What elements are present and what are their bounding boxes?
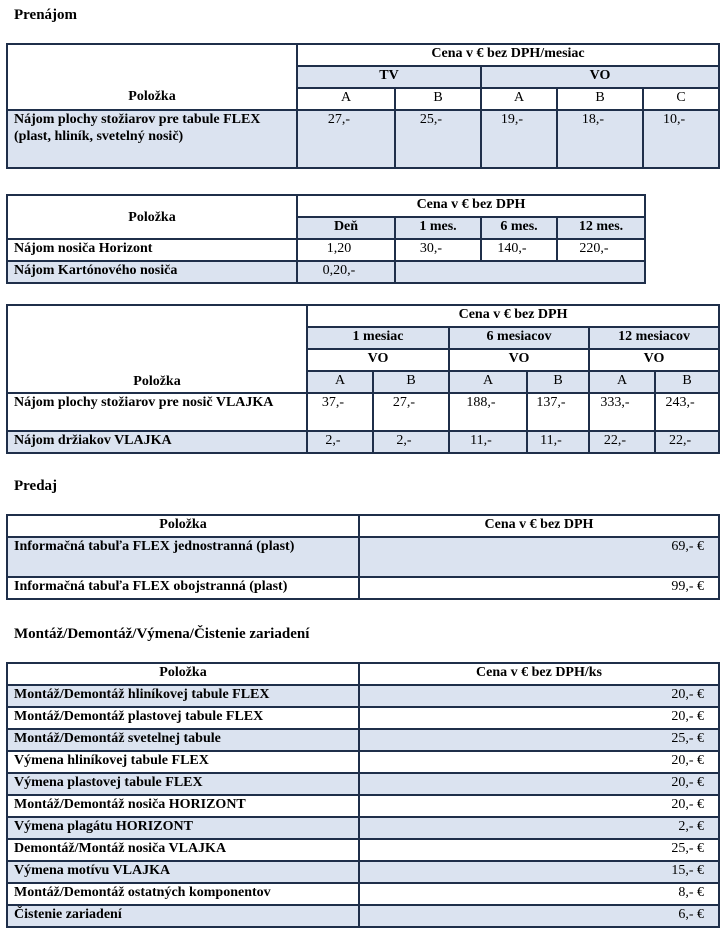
col-a: A	[481, 88, 557, 110]
price-cell: 22,-	[655, 431, 719, 453]
col-b: B	[395, 88, 481, 110]
price-cell: 20,- €	[359, 685, 719, 707]
price-cell: 99,- €	[359, 577, 719, 599]
price-cell: 0,20,-	[297, 261, 395, 283]
row-label: Výmena hliníkovej tabule FLEX	[7, 751, 359, 773]
price-cell: 27,-	[373, 393, 449, 431]
rental-horizont-table	[6, 194, 646, 284]
row-label: Nájom plochy stožiarov pre tabule FLEX (plast, hliník, svetelný nosič)	[7, 110, 297, 168]
price-cell: 25,- €	[359, 839, 719, 861]
col-a: A	[297, 88, 395, 110]
group-vo: VO	[589, 349, 719, 371]
row-label: Nájom Kartónového nosiča	[7, 261, 297, 283]
price-cell: 140,-	[481, 239, 557, 261]
price-cell: 2,- €	[359, 817, 719, 839]
row-label: Montáž/Demontáž ostatných komponentov	[7, 883, 359, 905]
price-cell: 27,-	[297, 110, 395, 168]
period-6-months: 6 mesiacov	[449, 327, 589, 349]
col-b: B	[557, 88, 643, 110]
section-title-rental: Prenájom	[14, 7, 78, 23]
col-day: Deň	[297, 217, 395, 239]
col-a: A	[307, 371, 373, 393]
empty-cell	[395, 261, 645, 283]
price-cell: 2,-	[373, 431, 449, 453]
col-6-months: 6 mes.	[481, 217, 557, 239]
period-1-month: 1 mesiac	[307, 327, 449, 349]
row-label: Informačná tabuľa FLEX obojstranná (plast)	[7, 577, 359, 599]
col-a: A	[449, 371, 527, 393]
group-vo: VO	[307, 349, 449, 371]
rental-flex-table	[6, 43, 720, 169]
period-12-months: 12 mesiacov	[589, 327, 719, 349]
row-label: Nájom plochy stožiarov pre nosič VLAJKA	[7, 393, 307, 431]
row-label: Montáž/Demontáž svetelnej tabule	[7, 729, 359, 751]
price-cell: 11,-	[527, 431, 589, 453]
price-cell: 20,- €	[359, 707, 719, 729]
price-cell: 137,-	[527, 393, 589, 431]
price-cell: 18,-	[557, 110, 643, 168]
price-cell: 20,- €	[359, 795, 719, 817]
price-cell: 10,-	[643, 110, 719, 168]
rental-vlajka-table	[6, 304, 720, 454]
group-vo: VO	[449, 349, 589, 371]
price-header: Cena v € bez DPH/ks	[359, 663, 719, 685]
row-label: Nájom držiakov VLAJKA	[7, 431, 307, 453]
item-header: Položka	[7, 663, 359, 685]
price-cell: 243,-	[655, 393, 719, 431]
price-cell: 22,-	[589, 431, 655, 453]
item-header: Položka	[7, 305, 307, 393]
price-header: Cena v € bez DPH	[297, 195, 645, 217]
price-cell: 30,-	[395, 239, 481, 261]
col-a: A	[589, 371, 655, 393]
col-12-months: 12 mes.	[557, 217, 645, 239]
item-header: Položka	[7, 44, 297, 110]
price-cell: 25,- €	[359, 729, 719, 751]
price-cell: 69,- €	[359, 537, 719, 577]
price-cell: 15,- €	[359, 861, 719, 883]
row-label: Výmena plastovej tabule FLEX	[7, 773, 359, 795]
item-header: Položka	[7, 195, 297, 239]
section-title-sale: Predaj	[14, 478, 58, 494]
col-c: C	[643, 88, 719, 110]
group-vo: VO	[481, 66, 719, 88]
price-cell: 188,-	[449, 393, 527, 431]
row-label: Nájom nosiča Horizont	[7, 239, 297, 261]
section-title-service: Montáž/Demontáž/Výmena/Čistenie zariadení	[14, 626, 310, 642]
price-cell: 1,20	[297, 239, 395, 261]
row-label: Montáž/Demontáž nosiča HORIZONT	[7, 795, 359, 817]
sale-table	[6, 514, 720, 600]
row-label: Výmena motívu VLAJKA	[7, 861, 359, 883]
row-label: Informačná tabuľa FLEX jednostranná (plast)	[7, 537, 359, 577]
price-cell: 20,- €	[359, 773, 719, 795]
col-b: B	[373, 371, 449, 393]
price-header: Cena v € bez DPH/mesiac	[297, 44, 719, 66]
price-cell: 20,- €	[359, 751, 719, 773]
price-cell: 37,-	[307, 393, 373, 431]
price-cell: 19,-	[481, 110, 557, 168]
price-cell: 2,-	[307, 431, 373, 453]
row-label: Demontáž/Montáž nosiča VLAJKA	[7, 839, 359, 861]
price-cell: 8,- €	[359, 883, 719, 905]
item-header: Položka	[7, 515, 359, 537]
col-1-month: 1 mes.	[395, 217, 481, 239]
service-table	[6, 662, 720, 928]
price-header: Cena v € bez DPH	[307, 305, 719, 327]
price-cell: 6,- €	[359, 905, 719, 927]
row-label: Montáž/Demontáž hliníkovej tabule FLEX	[7, 685, 359, 707]
group-tv: TV	[297, 66, 481, 88]
col-b: B	[655, 371, 719, 393]
price-cell: 11,-	[449, 431, 527, 453]
price-header: Cena v € bez DPH	[359, 515, 719, 537]
row-label: Montáž/Demontáž plastovej tabule FLEX	[7, 707, 359, 729]
row-label: Čistenie zariadení	[7, 905, 359, 927]
price-cell: 220,-	[557, 239, 645, 261]
price-cell: 333,-	[589, 393, 655, 431]
col-b: B	[527, 371, 589, 393]
price-cell: 25,-	[395, 110, 481, 168]
row-label: Výmena plagátu HORIZONT	[7, 817, 359, 839]
